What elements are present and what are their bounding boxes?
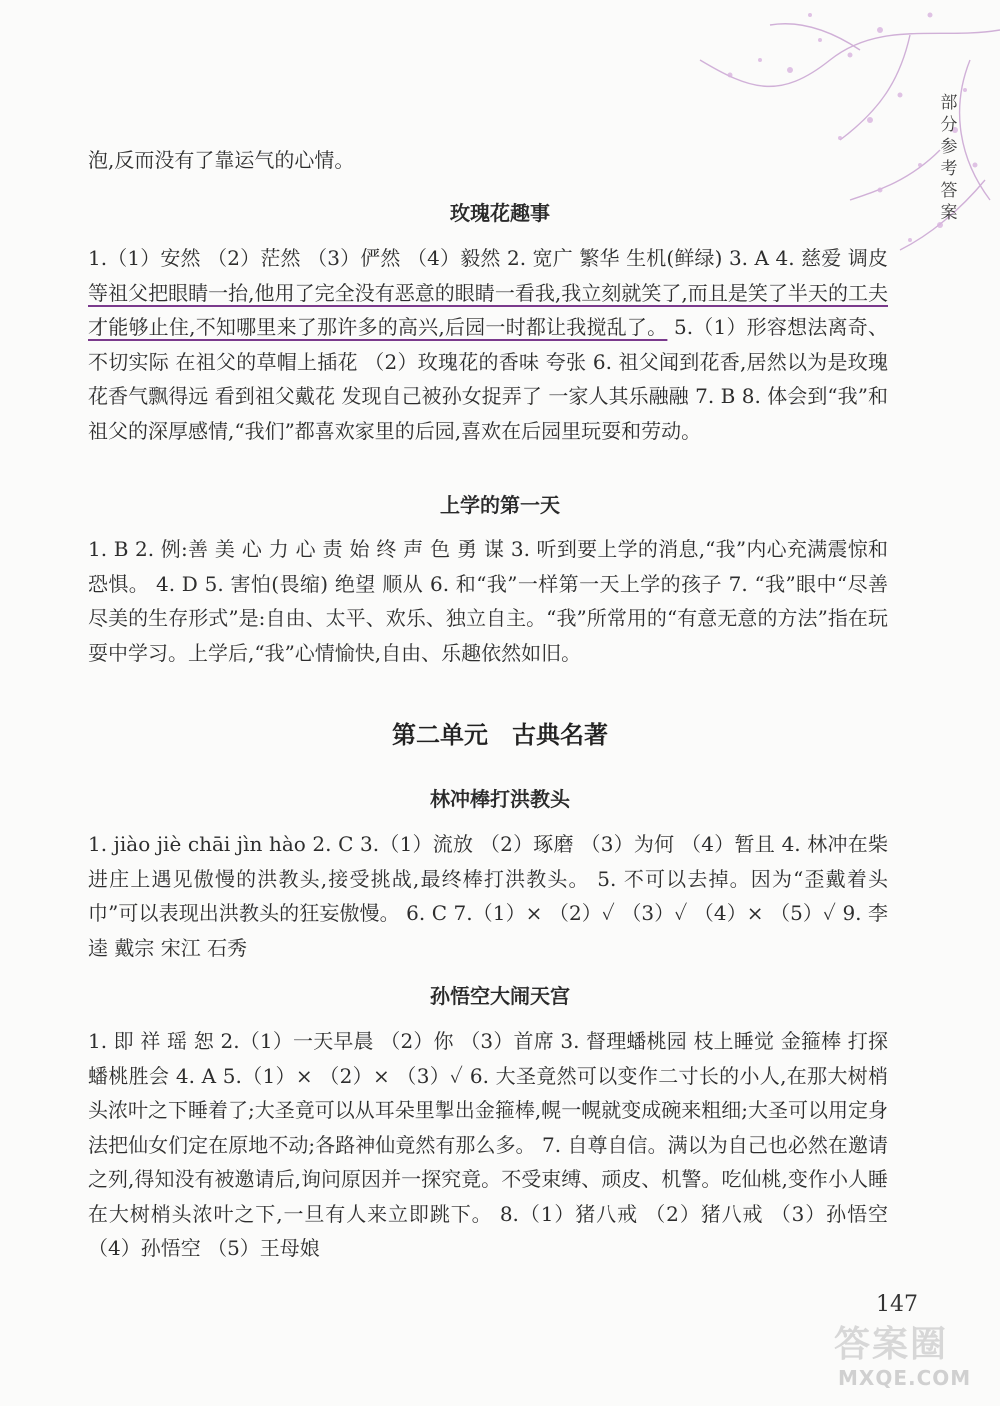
section-body-first-day: 1. B 2. 例:善 美 心 力 心 责 始 终 声 色 勇 谋 3. 听到要上学的消息,“我”内心充满震惊和恐惧。 4. D 5. 害怕(畏缩) 绝望 顺从 6. 和“我”一样第一天上学的孩子 7. “我”眼中“尽善尽美的生存形式”是:自由、太平、欢乐、独立自主。“我”所常用的“有意无意的方法”指在玩耍中学习。上学后,“我”心情愉快,自由、乐趣依然如旧。	[88, 537, 888, 665]
watermark-logo	[832, 1316, 992, 1396]
unit-title: 第二单元 古典名著	[392, 720, 608, 749]
page-number: 147	[876, 1292, 918, 1317]
section-body-sun-wukong: 1. 即 祥 瑶 恕 2.（1）一天早晨 （2）你 （3）首席 3. 督理蟠桃园 枝上睡觉 金箍棒 打探蟠桃胜会 4. A 5.（1）× （2）× （3）✓ 6. 大圣竟然可以变作二寸长的小人,在那大树梢头浓叶之下睡着了;大圣竟可以从耳朵里掣出金箍棒,幌一幌就变成碗来粗细;大圣可以用定身法把仙女们定在原地不动;各路神仙竟然有那么多。 7. 自尊自信。满以为自己也必然在邀请之列,得知没有被邀请后,询问原因并一探究竟。不受束缚、顽皮、机警。吃仙桃,变作小人睡在大树梢头浓叶之下,一旦有人来立即跳下。 8.（1）猪八戒 （2）猪八戒 （3）孙悟空 （4）孙悟空 （5）王母娘	[88, 1029, 888, 1260]
rose-underlined-passage: 等祖父把眼睛一抬,他用了完全没有恶意的眼睛一看我,我立刻就笑了,而且是笑了半天的工夫才能够止住,不知哪里来了那许多的高兴,后园一时都让我搅乱了。	[88, 280, 888, 339]
watermark-text: 答案圈	[834, 1324, 949, 1365]
section-body-lin-chong: 1. jiào jiè chāi jìn hào 2. C 3.（1）流放 （2）琢磨 （3）为何 （4）暂且 4. 林冲在柴进庄上遇见傲慢的洪教头,接受挑战,最终棒打洪教头。 5. 不可以去掉。因为“歪戴着头巾”可以表现出洪教头的狂妄傲慢。 6. C 7.（1）× （2）✓ （3）✓ （4）× （5）✓ 9. 李逵 戴宗 宋江 石秀	[88, 832, 888, 960]
rose-answers-part2: 5.（1）形容想法离奇、不切实际 在祖父的草帽上插花 （2）玫瑰花的香味 夸张 6. 祖父闻到花香,居然以为是玫瑰花香气飘得远 看到祖父戴花 发现自己被孙女捉弄了 一家人其乐融融 7. B 8. 体会到“我”和祖父的深厚感情,“我们”都喜欢家里的后园,喜欢在后园里玩耍和劳动。	[88, 315, 888, 443]
intro-line: 泡,反而没有了靠运气的心情。	[88, 148, 355, 172]
section-title-first-day: 上学的第一天	[440, 493, 560, 517]
section-title-lin-chong: 林冲棒打洪教头	[430, 787, 570, 811]
watermark-url: MXQE.COM	[838, 1366, 972, 1390]
section-body-rose	[88, 241, 888, 448]
section-title-rose: 玫瑰花趣事	[450, 201, 550, 225]
section-title-sun-wukong: 孙悟空大闹天宫	[430, 984, 570, 1008]
rose-answers-part1: 1.（1）安然 （2）茫然 （3）俨然 （4）毅然 2. 宽广 繁华 生机(鲜绿) 3. A 4. 慈爱 调皮	[88, 246, 888, 270]
side-label-answers: 部分参考答案	[940, 93, 958, 223]
